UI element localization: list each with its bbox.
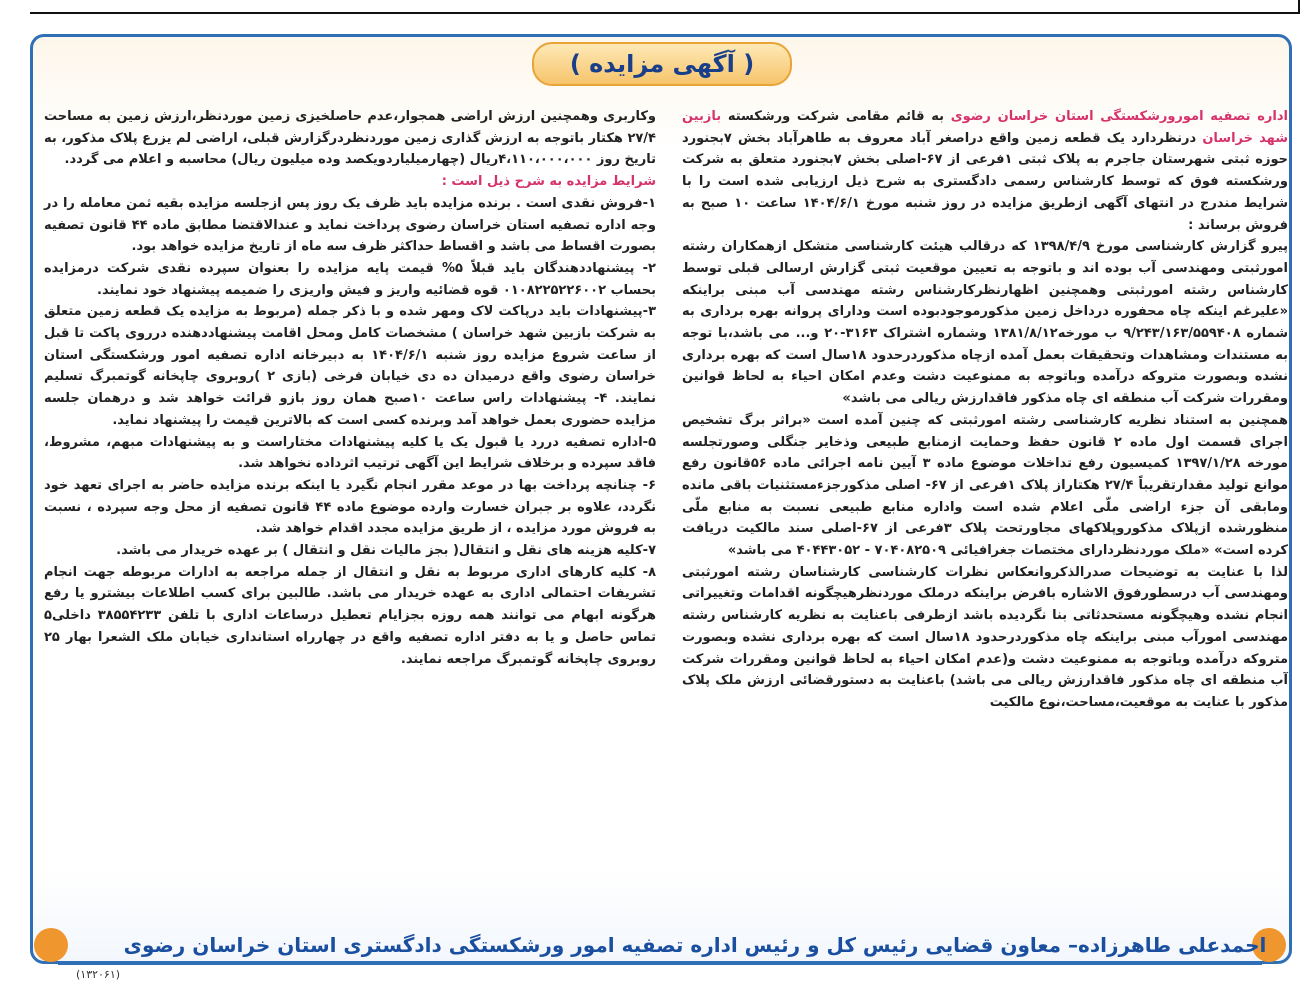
signature-band — [123, 928, 1267, 962]
condition-item: ۳-پیشنهادات باید درپاکت لاک ومهر شده و با ذکر جمله (مربوط به مزایده یک قطعه زمین متعلق به شرکت بازبین شهد خراسان ) مشخصات کامل ومحل اقامت پیشنهاددهنده درروی پاکت تا قبل از ساعت شروع مزایده روز شنبه ۱۴۰۴/۶/۱ به دبیرخانه اداره تصفیه امور ورشکستگی استان خراسان رضوی واقع درمیدان ده دی خیابان فرخی (بازی ۲ )روبروی چاپخانه گوتمبرگ تسلیم نمایند. ۴- پیشنهادات راس ساعت ۱۰صبح همان روز بازو قرائت خواهد شد و درهمان جلسه مزایده حضوری بعمل خواهد آمد وبرنده کسی است که بالاترین قیمت را پیشنهاد نماید. — [44, 304, 656, 428]
top-rule — [30, 12, 1300, 14]
condition-item: ۲- پیشنهاددهندگان باید قبلاً ۵% قیمت پایه مزایده را بعنوان سپرده نقدی شرکت درمزایده بحساب ۰۱۰۸۲۲۵۲۲۶۰۰۲ قوه قضائیه واریز و فیش واریزی را ضمیمه پیشنهاد خود نمایند. — [44, 260, 656, 298]
condition-item: ۷-کلیه هزینه های نقل و انتقال( بجز مالیات نقل و انتقال ) بر عهده خریدار می باشد. — [116, 543, 656, 559]
intro-text: به قائم مقامی شرکت ورشکسته — [721, 109, 951, 124]
paragraph: پیرو گزارش کارشناسی مورخ ۱۳۹۸/۴/۹ که درقالب هیئت کارشناسی متشکل ازهمکاران رشته امورثبتی ومهندسی آب بوده اند و باتوجه به تعیین موقعیت ثبتی گزارش ارسالی قبلی توسط کارشناس رشته امورثبتی وهمچنین اظهارنظرکارشناس رشته مهندسی آب مبنی براینکه «علیرغم اینکه چاه محفوره درداخل زمین مذکورموجودبوده است ودارای پروانه بهره برداری به شماره ۹/۲۴۳/۱۶۳/۵۵۹۴۰۸ ب مورخه۱۳۸۱/۸/۱۲ وشماره اشتراک ۳۱۶۳-۲۰ و... می باشد،با توجه به مستندات ومشاهدات وتحقیقات بعمل آمده ازچاه مذکوردرحدود ۱۸سال است که بهره برداری نشده وبصورت متروکه درآمده وباتوجه به ممنوعیت دشت وعدم امکان احیاء به لحاظ قوانین ومقررات شرکت آب منطقه ای چاه مذکور فاقدارزش ریالی می باشد» — [682, 239, 1288, 407]
intro-paragraph — [682, 106, 1288, 236]
signature-rule — [58, 962, 1262, 965]
paragraph: همچنین به استناد نظریه کارشناسی رشته امورثبتی که چنین آمده است «براثر برگ تشخیص اجرای قسمت اول ماده ۲ قانون حفظ وحمایت ازمنابع طبیعی وذخایر جنگلی وصورتجلسه مورخه ۱۳۹۷/۱/۲۸ کمیسیون رفع تداخلات موضوع ماده ۳ آیین نامه اجرائی ماده ۵۶قانون رفع موانع تولید مقدارتقریباً ۲۷/۴ هکتاراز پلاک ۱فرعی از ۶۷- اصلی مذکورجزءمستثنیات باقی مانده ومابقی آن جزء اراضی ملّی اعلام شده است واداره منابع طبیعی نسبت به منابع ملّی منظورشده ازپلاک مذکوروپلاکهای مجاورتحت پلاک ۳فرعی از ۶۷-اصلی سند مالکیت دریافت کرده است» «ملک موردنظردارای مختصات جغرافیائی ۷۰۴۰۸۲۵۰۹ - ۴۰۴۴۳۰۵۲ می باشد» — [682, 412, 1289, 559]
ad-title: ( آگهی مزایده ) — [532, 42, 792, 86]
intro-text: درنظردارد یک قطعه زمین واقع دراصغر آباد معروف به طاهرآباد بخش ۷بجنورد حوزه ثبتی شهرستان جاجرم به پلاک ثبتی ۱فرعی از ۶۷-اصلی بخش ۷بجنورد متعلق به شرکت ورشکسته فوق که توسط کارشناس رسمی دادگستری به شرح ذیل ارزیابی شده است را با شرایط مندرج در انتهای آگهی ازطریق مزایده در روز شنبه مورخ ۱۴۰۴/۶/۱ ساعت ۱۰ صبح به فروش برساند : — [682, 130, 1289, 233]
signature: احمدعلی طاهرزاده– معاون قضایی رئیس کل و رئیس اداره تصفیه امور ورشکستگی دادگستری استان خراسان رضوی — [123, 933, 1267, 957]
condition-item: ۵-اداره تصفیه دررد یا قبول یک یا کلیه پیشنهادات مختاراست و به پیشنهادات مبهم، مشروط، فاقد سپرده و برخلاف شرایط این آگهی ترتیب اثرداده نخواهد شد. — [44, 434, 656, 472]
valuation-paragraph: وکاربری وهمچنین ارزش اراضی همجوار،عدم حاصلخیزی زمین موردنظر،ارزش زمین به مساحت ۲۷/۴ هکتار باتوجه به ارزش گذاری زمین موردنظردرگزارش قبلی، اراضی لم یزرع پلاک مذکور، به تاریخ روز ۴،۱۱۰،۰۰۰،۰۰۰ریال (چهارمیلیاردویکصد وده میلیون ریال) محاسبه و اعلام می گردد. — [44, 109, 656, 168]
corner-dot-left — [34, 928, 68, 962]
ad-code: (۱۳۲۰۶۱) — [76, 968, 121, 981]
condition-item: ۶- چنانچه پرداخت بها در موعد مقرر انجام نگیرد یا اینکه برنده مزایده حاضر به اجرای تعهد خود نگردد، علاوه بر جبران خسارت وارده موضوع ماده ۴۴ قانون تصفیه از محل وجه سپرده ، نسبت به فروش مورد مزایده ، از طریق مزایده مجدد اقدام خواهد شد. — [44, 477, 657, 537]
conditions-heading: شرایط مزایده به شرح ذیل است : — [441, 174, 656, 190]
condition-item: ۸- کلیه کارهای اداری مربوط به نقل و انتقال از جمله مراجعه به ادارات مربوطه جهت انجام تشریفات احتمالی اداری به عهده خریدار می باشد. طالبین برای کسب اطلاعات بیشترو یا رفع هرگونه ابهام می توانند همه روزه بجزایام تعطیل درساعات اداری با تلفن ۳۸۵۵۴۲۳۳ داخلی۵ تماس حاصل و یا به دفتر اداره تصفیه واقع در چهارراه استانداری خیابان ملک الشعرا بهار ۲۵ روبروی چاپخانه گوتمبرگ مراجعه نمایند. — [44, 564, 656, 667]
right-column — [682, 106, 1288, 714]
top-rule-vertical — [1298, 0, 1300, 14]
org-name: اداره تصفیه امورورشکستگی استان خراسان رضوی — [950, 109, 1288, 124]
paragraph: لذا با عنایت به توضیحات صدرالذکروانعکاس نظرات کارشناسی کارشناسان رشته امورثبتی ومهندسی آب درسطورفوق الاشاره بافرض براینکه درملک موردنظرهیچگونه اقدامات وتغییراتی انجام نشده وهیچگونه مستحدثاتی بنا نگردیده باشد ازطرفی باعنایت به نظریه کارشناس رشته مهندسی امورآب مبنی براینکه چاه مذکوردرحدود ۱۸سال است که بهره برداری نشده وبصورت متروکه درآمده وباتوجه به ممنوعیت دشت و(عدم امکان احیاء به لحاظ قوانین ومقررات شرکت آب منطقه ای چاه مذکور فاقدارزش ریالی می باشد) باعنایت به دستورقضائی ارزش ملک پلاک مذکور با عنایت به موقعیت،مساحت،نوع مالکیت — [682, 564, 1288, 710]
condition-item: ۱-فروش نقدی است . برنده مزایده باید ظرف یک روز پس ازجلسه مزایده بقیه ثمن معامله را در وجه اداره تصفیه استان خراسان رضوی پرداخت نماید و عندالاقتضا مطابق ماده ۴۴ قانون تصفیه بصورت اقساط می باشد و اقساط حداکثر ظرف سه ماه از تاریخ مزایده خواهد بود. — [44, 195, 657, 255]
company-name: بازبین شهد خراسان — [682, 109, 1289, 146]
left-column — [44, 106, 656, 670]
